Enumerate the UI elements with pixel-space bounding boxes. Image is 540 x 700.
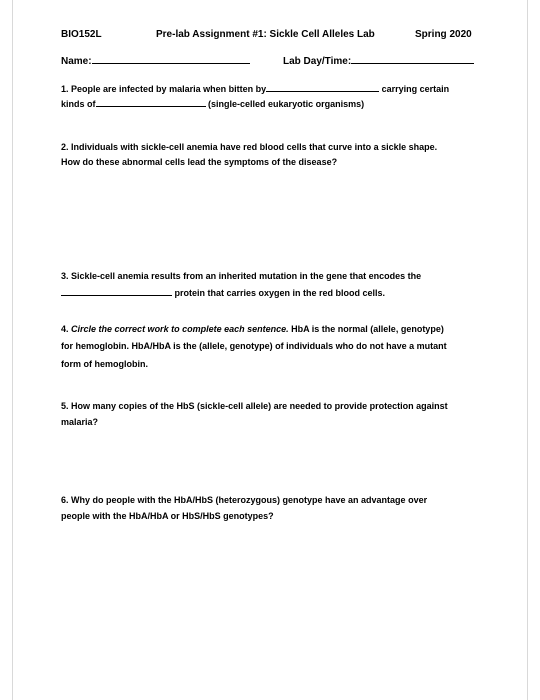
- name-blank[interactable]: [92, 62, 250, 64]
- question-1-blank-1[interactable]: [266, 90, 379, 92]
- question-5-text-1: How many copies of the HbS (sickle-cell allele) are needed to provide protection against: [71, 401, 448, 411]
- question-3-text-2: protein that carries oxygen in the red blood cells.: [174, 288, 386, 298]
- worksheet-page: [12, 0, 528, 700]
- question-4-line-3: form of hemoglobin.: [61, 359, 148, 369]
- question-3-line-2: [61, 288, 385, 298]
- question-2-line-2: How do these abnormal cells lead the symptoms of the disease?: [61, 157, 338, 167]
- question-3-text-1: Sickle-cell anemia results from an inherited mutation in the gene that encodes the: [71, 271, 422, 281]
- course-code: BIO152L: [61, 29, 102, 40]
- term-label: Spring 2020: [415, 29, 472, 40]
- labday-field[interactable]: [283, 56, 474, 67]
- labday-blank[interactable]: [351, 62, 474, 64]
- question-1-text-d: (single-celled eukaryotic organisms): [208, 99, 365, 109]
- name-field[interactable]: [61, 56, 250, 67]
- question-6-line-1: [61, 495, 427, 505]
- question-4-text-1: HbA is the normal (allele, genotype): [291, 324, 444, 334]
- question-2-text-1: Individuals with sickle-cell anemia have red blood cells that curve into a sickle shape.: [71, 142, 438, 152]
- question-4-instruction: Circle the correct work to complete each sentence.: [71, 324, 289, 334]
- question-3-line-1: [61, 271, 421, 281]
- question-3-number: 3.: [61, 271, 69, 281]
- labday-label: Lab Day/Time:: [283, 56, 352, 67]
- question-2-number: 2.: [61, 142, 69, 152]
- question-5-number: 5.: [61, 401, 69, 411]
- question-4-number: 4.: [61, 324, 69, 334]
- question-1-line-2: [61, 99, 364, 109]
- question-5-line-2: malaria?: [61, 417, 99, 427]
- question-4-line-2: for hemoglobin. HbA/HbA is the (allele, genotype) of individuals who do not have a mutant: [61, 341, 447, 351]
- question-1-blank-2[interactable]: [96, 105, 206, 107]
- question-2-line-1: [61, 142, 437, 152]
- question-6-text-1: Why do people with the HbA/HbS (heterozygous) genotype have an advantage over: [71, 495, 428, 505]
- question-6-line-2: people with the HbA/HbA or HbS/HbS genotypes?: [61, 511, 274, 521]
- name-label: Name:: [61, 56, 92, 67]
- question-1-number: 1.: [61, 84, 69, 94]
- question-4-line-1: [61, 324, 444, 334]
- question-3-blank[interactable]: [61, 294, 172, 296]
- question-6-number: 6.: [61, 495, 69, 505]
- assignment-title: Pre-lab Assignment #1: Sickle Cell Alleles Lab: [156, 29, 375, 40]
- question-1-text-c: kinds of: [61, 99, 96, 109]
- question-5-line-1: [61, 401, 448, 411]
- question-1-line-1: [61, 84, 449, 94]
- question-1-text-b: carrying certain: [381, 84, 450, 94]
- question-1-text-a: People are infected by malaria when bitten by: [71, 84, 267, 94]
